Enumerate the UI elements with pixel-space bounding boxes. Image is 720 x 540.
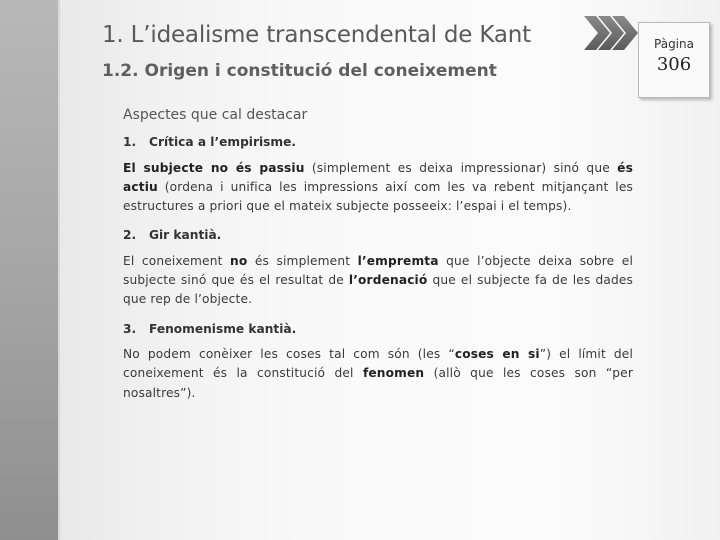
point-title: Crítica a l’empirisme. (149, 135, 297, 150)
page-subtitle: 1.2. Origen i constitució del coneixement (102, 61, 497, 81)
text-run: que el subjecte fa de les dades que rep de l’objecte. (123, 273, 634, 307)
point-number: 2. (123, 228, 137, 243)
bold-text-run: El subjecte (123, 160, 211, 175)
bold-text-run: l’empremta (357, 253, 439, 268)
content-body (123, 104, 633, 413)
text-run: (allò que les coses son “per nosaltres”). (123, 366, 633, 400)
text-run: (ordena i unifica les impressions així com les va rebent mitjançant les estructures a priori que el mateix subjecte posseeix: l’espai i el temps). (123, 179, 633, 214)
text-run: que l’objecte deixa sobre el subjecte sinó que és el resultat de (123, 253, 633, 288)
bold-text-run: l’ordenació (348, 273, 428, 288)
text-run: El coneixement (123, 253, 231, 268)
point-paragraph (123, 252, 633, 310)
text-run: és simplement (247, 253, 358, 268)
point-title: Gir kantià. (149, 228, 222, 243)
section-heading: Aspectes que cal destacar (123, 107, 308, 123)
point-paragraph (123, 345, 633, 403)
page-title: 1. L’idealisme transcendental de Kant (102, 22, 531, 48)
point-number: 1. (123, 135, 137, 150)
bold-text-run: no és passiu (210, 160, 305, 175)
bold-text-run: fenomen (362, 366, 425, 381)
bold-text-run: coses en si (454, 346, 540, 361)
text-run: ”) el límit del coneixement és la constitució del (123, 346, 633, 381)
numbered-point-title (123, 133, 633, 152)
sections-list (123, 133, 633, 403)
point-title: Fenomenisme kantià. (149, 321, 297, 336)
page-number-box (638, 22, 710, 98)
numbered-point-title (123, 226, 633, 245)
point-paragraph (123, 159, 633, 217)
point-number: 3. (123, 321, 137, 336)
triple-chevron-right-icon (584, 16, 638, 50)
page-label: Pàgina (654, 37, 694, 51)
text-run: (simplement es deixa impressionar) sinó que (304, 160, 618, 175)
numbered-point-title (123, 320, 633, 339)
left-decorative-strip (0, 0, 60, 540)
page-number: 306 (656, 54, 692, 75)
bold-text-run: no (230, 253, 248, 268)
bold-text-run: és actiu (123, 160, 633, 194)
text-run: No podem conèixer les coses tal com són (les “ (123, 346, 455, 361)
